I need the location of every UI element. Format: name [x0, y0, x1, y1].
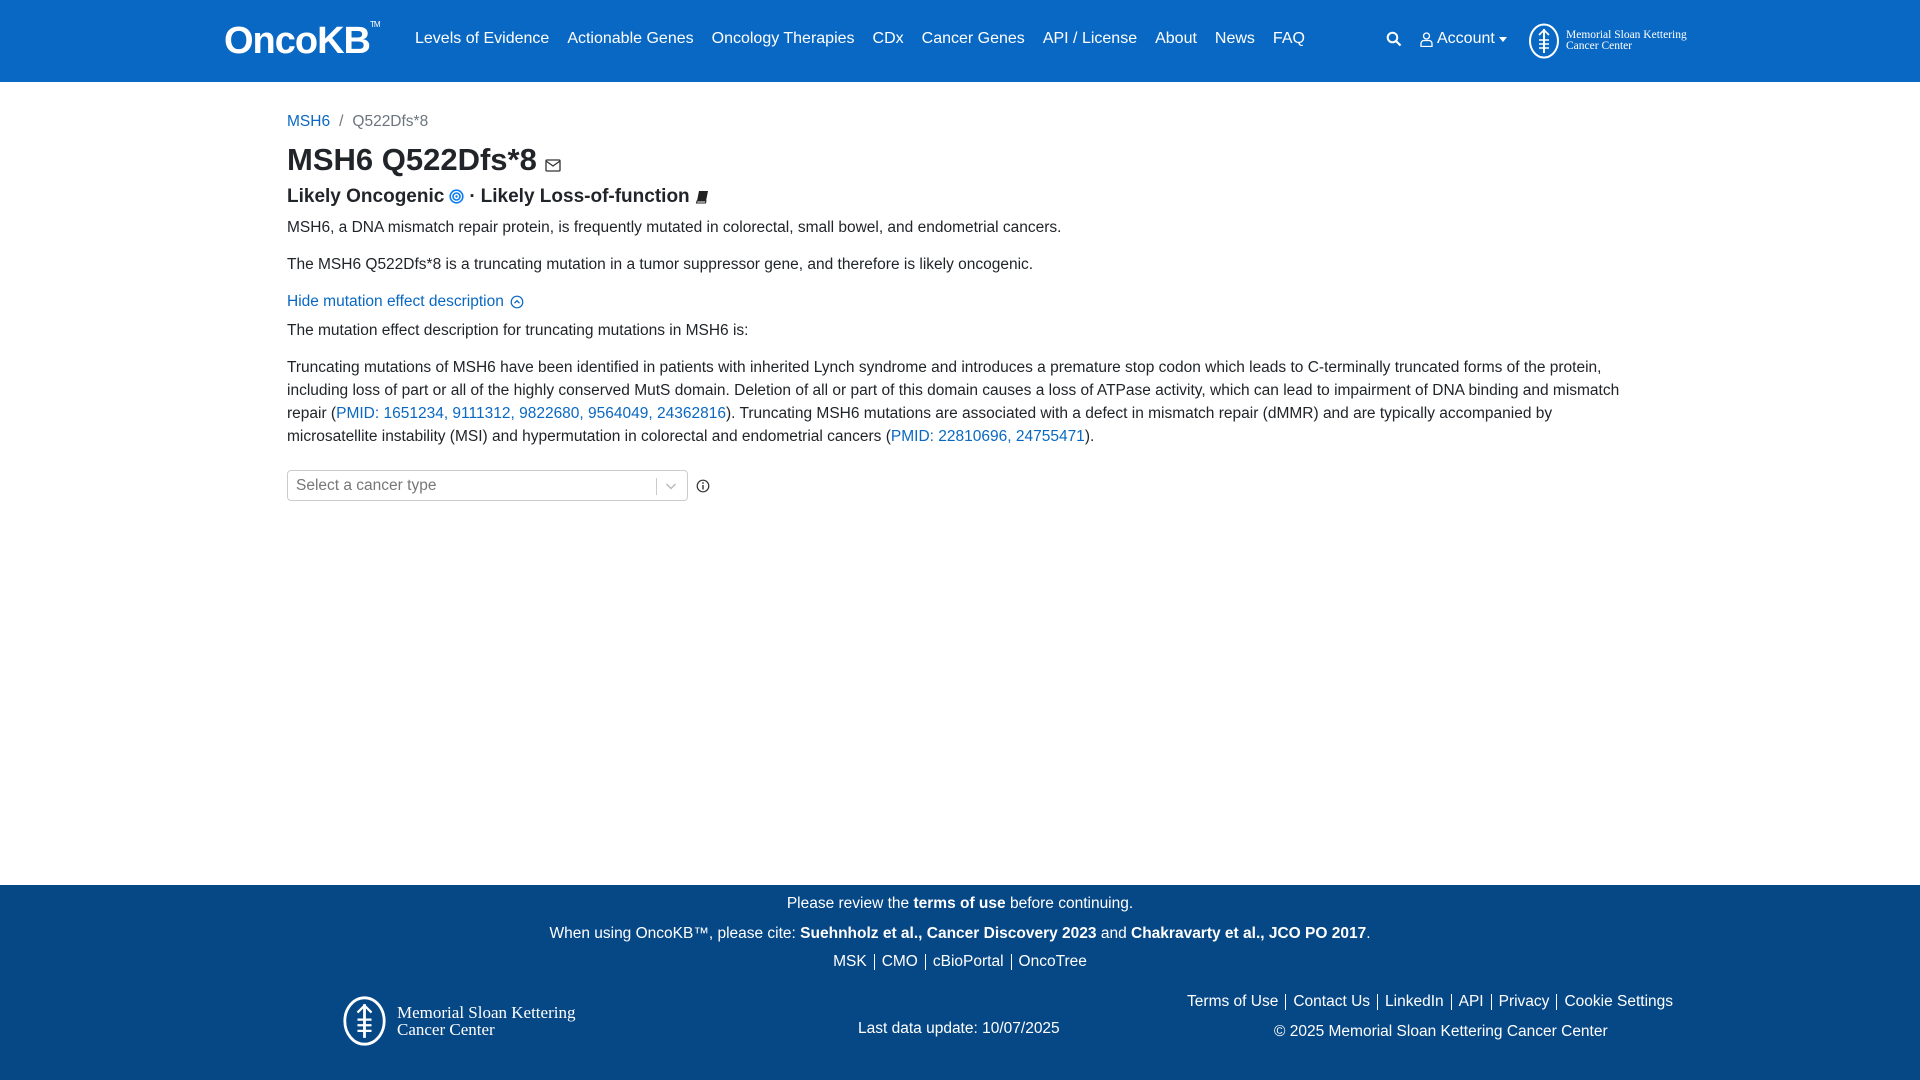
cancer-type-select[interactable] [287, 470, 688, 501]
desc-text-3: ). [1084, 428, 1095, 445]
breadcrumb-variant: Q522Dfs*8 [352, 113, 429, 130]
variant-summary: The MSH6 Q522Dfs*8 is a truncating mutation in a tumor suppressor gene, and therefore is likely oncogenic. [287, 256, 1034, 273]
chevron-up-circle-icon [510, 295, 524, 309]
top-navbar [0, 0, 1920, 82]
link-cmo[interactable]: CMO [881, 953, 918, 970]
divider [1285, 994, 1286, 1010]
page-title [287, 141, 1632, 179]
msk-logo[interactable] [1528, 23, 1687, 59]
account-dropdown[interactable] [1420, 30, 1507, 48]
divider [1011, 954, 1012, 970]
divider [925, 954, 926, 970]
link-linkedin[interactable]: LinkedIn [1385, 993, 1444, 1010]
citation-link-1[interactable]: Suehnholz et al., Cancer Discovery 2023 [800, 925, 1097, 942]
cite-end: . [1366, 925, 1371, 942]
nav-about[interactable]: About [1155, 30, 1197, 47]
nav-cdx[interactable]: CDx [872, 30, 904, 47]
variant-classification [287, 185, 1632, 208]
nav-links [415, 30, 1323, 48]
nav-oncology-therapies[interactable]: Oncology Therapies [711, 30, 855, 47]
breadcrumb-separator: / [339, 113, 344, 130]
search-icon[interactable] [1386, 31, 1402, 47]
nav-api-license[interactable]: API / License [1042, 30, 1138, 47]
link-oncotree[interactable]: OncoTree [1018, 953, 1087, 970]
select-placeholder: Select a cancer type [296, 477, 437, 494]
main-content [287, 110, 1632, 501]
footer-links [1187, 993, 1673, 1011]
pmid-link-2[interactable]: PMID: 22810696, 24755471 [890, 428, 1085, 445]
link-api[interactable]: API [1458, 993, 1484, 1010]
select-divider [656, 478, 657, 495]
account-label: Account [1437, 30, 1495, 47]
citation-notice [0, 925, 1920, 943]
mutation-effect-description [287, 356, 1632, 448]
nav-news[interactable]: News [1214, 30, 1255, 47]
oncokb-logo[interactable] [224, 20, 380, 63]
link-cbioportal[interactable]: cBioPortal [932, 953, 1004, 970]
mutation-effect-label: Likely Loss-of-function [480, 186, 690, 207]
divider [1377, 994, 1378, 1010]
link-cookie-settings[interactable]: Cookie Settings [1564, 993, 1673, 1010]
msk-subname: Cancer Center [397, 1020, 495, 1039]
nav-levels-of-evidence[interactable]: Levels of Evidence [415, 30, 550, 47]
desc-text-1: Truncating mutations of MSH6 have been identified in patients with inherited Lynch syndrome and introduces a premature stop codon which leads to C-terminally truncated forms of the protein, including loss of part or all of the highly conserved MutS domain. Deletion of all or part of this domain causes a loss of ATPase activity, which can lead to impairment of DNA binding and mismatch repair ( [287, 359, 1620, 422]
link-privacy[interactable]: Privacy [1498, 993, 1550, 1010]
toggle-label: Hide mutation effect description [287, 293, 504, 310]
breadcrumb-gene[interactable]: MSH6 [287, 113, 331, 130]
msk-name: Memorial Sloan Kettering [397, 1003, 576, 1022]
caret-down-icon [1499, 37, 1507, 42]
link-msk[interactable]: MSK [833, 953, 867, 970]
trademark: TM [370, 20, 380, 29]
msk-emblem-icon [342, 995, 387, 1047]
info-icon[interactable] [696, 479, 710, 493]
review-post: before continuing. [1005, 895, 1134, 912]
nav-cancer-genes[interactable]: Cancer Genes [921, 30, 1025, 47]
chevron-down-icon[interactable] [664, 479, 678, 493]
link-terms-of-use[interactable]: Terms of Use [1187, 993, 1279, 1010]
terms-notice [0, 895, 1920, 913]
oncogenic-target-icon [449, 189, 464, 204]
title-text: MSH6 Q522Dfs*8 [287, 142, 537, 177]
cancer-type-row [287, 470, 1632, 501]
divider [874, 954, 875, 970]
book-icon[interactable] [695, 190, 709, 204]
breadcrumb [287, 110, 1632, 133]
msk-emblem-icon [1528, 23, 1560, 59]
pmid-link-1[interactable]: PMID: 1651234, 9111312, 9822680, 9564049, 24362816 [336, 405, 726, 422]
divider [1491, 994, 1492, 1010]
footer-msk-logo[interactable] [342, 995, 575, 1047]
citation-link-2[interactable]: Chakravarty et al., JCO PO 2017 [1131, 925, 1367, 942]
divider [1451, 994, 1452, 1010]
footer [0, 885, 1920, 1080]
logo-text: OncoKB [224, 20, 370, 62]
copyright: © 2025 Memorial Sloan Kettering Cancer Center [1274, 1023, 1608, 1040]
envelope-icon[interactable] [545, 159, 561, 172]
user-icon [1420, 32, 1433, 47]
cite-pre: When using OncoKB™, please cite: [549, 925, 801, 942]
nav-faq[interactable]: FAQ [1272, 30, 1305, 47]
separator-dot: · [469, 186, 476, 207]
last-data-update: Last data update: 10/07/2025 [858, 1020, 1060, 1037]
divider [1556, 994, 1557, 1010]
nav-actionable-genes[interactable]: Actionable Genes [567, 30, 694, 47]
desc-text-2: ). Truncating MSH6 mutations are associated with a defect in mismatch repair (dMMR) and are typically accompanied by microsatellite instability (MSI) and hypermutation in colorectal and endometrial cancers ( [287, 405, 1553, 445]
mutation-effect-intro: The mutation effect description for truncating mutations in MSH6 is: [287, 322, 749, 339]
review-pre: Please review the [786, 895, 914, 912]
toggle-mutation-effect-link[interactable] [287, 290, 1632, 313]
msk-name: Memorial Sloan Kettering [1566, 29, 1687, 41]
gene-summary: MSH6, a DNA mismatch repair protein, is frequently mutated in colorectal, small bowel, and endometrial cancers. [287, 219, 1062, 236]
link-contact-us[interactable]: Contact Us [1293, 993, 1371, 1010]
terms-of-use-link[interactable]: terms of use [913, 895, 1006, 912]
cite-and: and [1096, 925, 1132, 942]
oncogenicity-label: Likely Oncogenic [287, 186, 445, 207]
msk-subname: Cancer Center [1566, 40, 1633, 52]
partner-links [0, 953, 1920, 971]
